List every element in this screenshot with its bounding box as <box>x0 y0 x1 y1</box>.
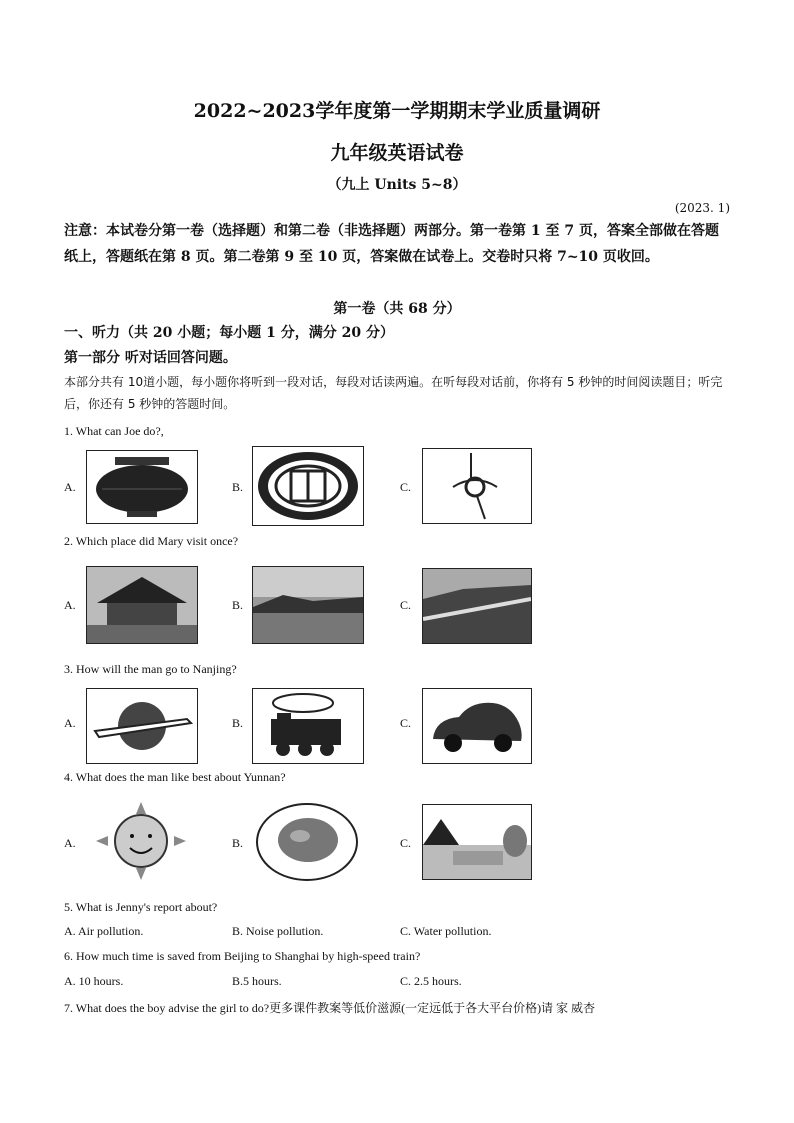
food-picture <box>252 800 362 882</box>
question-7: 7. What does the boy advise the girl to do?更多课件教案等低价滋源(一定远低于各大平台价格)请 家 威杏 <box>64 1001 596 1015</box>
part-instructions: 本部分共有 10道小题，每小题你将听到一段对话，每段对话读两遍。在听每段对话前，你将有 5 秒钟的时间阅读题目；听完后，你还有 5 秒钟的答题时间。 <box>64 375 723 411</box>
summer-palace-picture <box>252 566 364 644</box>
palace-picture <box>86 566 198 644</box>
exam-notice: 注意：本试卷分第一卷（选择题）和第二卷（非选择题）两部分。第一卷第 1 至 7 页，答案全部做在答题纸上，答题纸在第 8 页。第二卷第 9 至 10 页，答案做在试卷上。交卷时只将 7~10 页收回。 <box>64 223 719 265</box>
lantern-picture <box>86 450 198 524</box>
option-letter: A. <box>64 716 76 730</box>
chinese-knot-picture <box>422 448 532 524</box>
question-3: 3. How will the man go to Nanjing? <box>64 662 237 676</box>
option-letter: B. <box>232 836 244 850</box>
option-letter: C. <box>400 480 412 494</box>
volume-title: 第一卷（共 68 分） <box>333 301 461 317</box>
exam-date: (2023. 1) <box>674 201 730 215</box>
option-letter: C. <box>400 598 412 612</box>
plane-picture <box>86 688 198 764</box>
question-1: 1. What can Joe do?, <box>64 424 164 438</box>
paper-cut-picture <box>252 446 364 526</box>
exam-subtitle: 九年级英语试卷 <box>330 142 464 164</box>
answer-option: C. Water pollution. <box>400 924 492 938</box>
option-letter: C. <box>400 836 412 850</box>
option-letter: B. <box>232 480 244 494</box>
great-wall-picture <box>422 568 532 644</box>
option-letter: A. <box>64 480 76 494</box>
question-5: 5. What is Jenny's report about? <box>64 900 218 914</box>
scenery-picture <box>422 804 532 880</box>
question-6: 6. How much time is saved from Beijing to Shanghai by high-speed train? <box>64 949 421 963</box>
answer-option: A. Air pollution. <box>64 924 144 938</box>
section-heading: 一、听力（共 20 小题；每小题 1 分，满分 20 分） <box>64 325 394 341</box>
question-2: 2. Which place did Mary visit once? <box>64 534 239 548</box>
option-letter: B. <box>232 716 244 730</box>
option-letter: B. <box>232 598 244 612</box>
answer-option: B.5 hours. <box>232 974 282 988</box>
train-picture <box>252 688 364 764</box>
question-4: 4. What does the man like best about Yunnan? <box>64 770 286 784</box>
answer-option: C. 2.5 hours. <box>400 974 462 988</box>
option-letter: A. <box>64 598 76 612</box>
option-letter: A. <box>64 836 76 850</box>
sun-picture <box>86 800 196 882</box>
exam-scope: （九上 Units 5~8） <box>327 177 467 193</box>
answer-option: A. 10 hours. <box>64 974 124 988</box>
option-letter: C. <box>400 716 412 730</box>
car-picture <box>422 688 532 764</box>
part-heading: 第一部分 听对话回答问题。 <box>64 350 237 366</box>
exam-title: 2022~2023学年度第一学期期末学业质量调研 <box>193 100 601 122</box>
answer-option: B. Noise pollution. <box>232 924 324 938</box>
